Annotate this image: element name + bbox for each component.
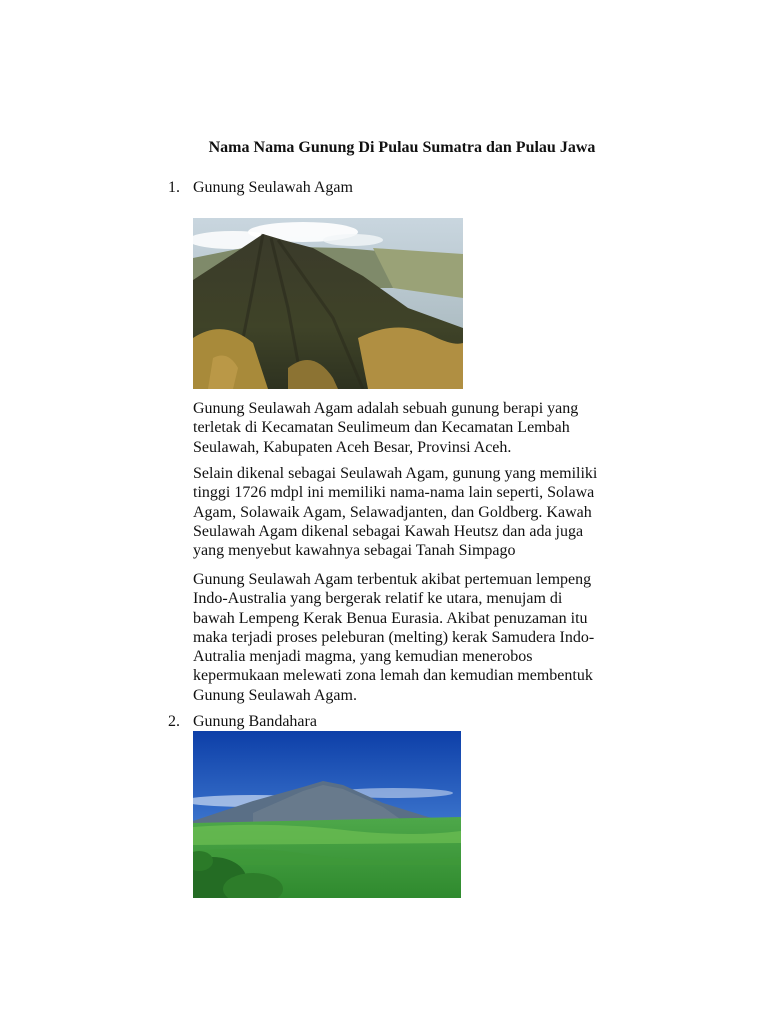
mountain-photo <box>193 731 461 898</box>
paragraph <box>193 399 673 457</box>
text-line: Gunung Seulawah Agam. <box>193 686 357 704</box>
list-item-number: 1. <box>168 179 180 196</box>
text-line: terletak di Kecamatan Seulimeum dan Kecamatan Lembah <box>193 419 570 437</box>
list-item-title: Gunung Seulawah Agam <box>193 179 353 196</box>
mountain-photo-graphic <box>193 218 463 389</box>
list-item-heading <box>168 712 317 732</box>
text-line: Indo-Australia yang bergerak relatif ke utara, menujam di <box>193 590 563 608</box>
page-title: Nama Nama Gunung Di Pulau Sumatra dan Pulau Jawa <box>208 139 596 156</box>
text-line: Autralia menjadi magma, yang kemudian menerobos <box>193 648 533 666</box>
text-line: Seulawah Agam dikenal sebagai Kawah Heutsz dan ada juga <box>193 522 584 540</box>
text-line: tinggi 1726 mdpl ini memiliki nama-nama lain seperti, Solawa <box>193 484 595 502</box>
text-line: Gunung Seulawah Agam terbentuk akibat pertemuan lempeng <box>193 571 592 588</box>
mountain-photo-graphic <box>193 731 461 898</box>
text-line: bawah Lempeng Kerak Benua Eurasia. Akibat penuzaman itu <box>193 609 588 627</box>
text-line: Selain dikenal sebagai Seulawah Agam, gunung yang memiliki <box>193 465 598 482</box>
mountain-photo <box>193 218 463 389</box>
text-line: yang menyebut kawahnya sebagai Tanah Simpago <box>193 542 516 560</box>
text-line: maka terjadi proses peleburan (melting) kerak Samudera Indo- <box>193 628 595 646</box>
list-item-heading <box>168 178 353 198</box>
text-line: Agam, Solawaik Agam, Selawadjanten, dan Goldberg. Kawah <box>193 503 592 521</box>
paragraph <box>193 464 673 560</box>
paragraph <box>193 570 673 705</box>
text-line: kepermukaan melewati zona lemah dan kemudian membentuk <box>193 667 593 685</box>
text-line: Seulawah, Kabupaten Aceh Besar, Provinsi Aceh. <box>193 438 512 456</box>
text-line: Gunung Seulawah Agam adalah sebuah gunung berapi yang <box>193 400 579 417</box>
list-item-number: 2. <box>168 713 180 730</box>
list-item-title: Gunung Bandahara <box>193 713 317 730</box>
